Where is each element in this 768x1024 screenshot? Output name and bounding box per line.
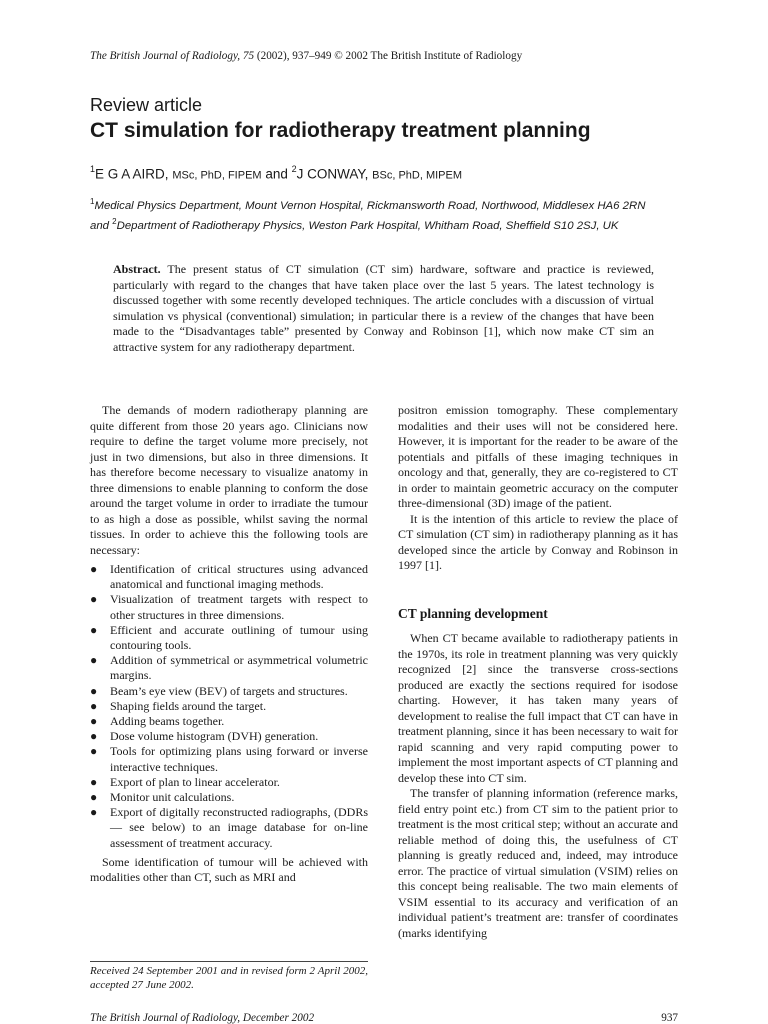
affil-1-text: Medical Physics Department, Mount Vernon Hospital, Rickmansworth Road, Northwood, Middlesex HA6 2RN and xyxy=(90,199,646,232)
authors-line xyxy=(90,165,462,182)
bullet-icon: ● xyxy=(90,698,98,713)
affil-1-marker: 1 xyxy=(90,197,95,206)
list-item: ● Efficient and accurate outlining of tumour using contouring tools. xyxy=(90,622,368,653)
left-column xyxy=(90,403,368,886)
list-item: ● Dose volume histogram (DVH) generation. xyxy=(90,729,319,744)
received-dates: Received 24 September 2001 and in revised form 2 April 2002, accepted 27 June 2002. xyxy=(90,965,368,991)
intention-paragraph: It is the intention of this article to review the place of CT simulation (CT sim) in radiotherapy planning as it has developed since the article by Conway and Robinson in 1997 [1]. xyxy=(398,511,678,572)
author-1-degrees: MSc, PhD, FIPEM xyxy=(172,169,262,182)
running-head-volume: 75 xyxy=(242,50,255,62)
bullet-icon: ● xyxy=(90,683,98,698)
bullet-icon: ● xyxy=(90,774,98,789)
bullet-icon: ● xyxy=(90,592,98,607)
author-1-affil-marker: 1 xyxy=(90,164,96,174)
running-head-details: (2002), 937–949 © 2002 The British Institute of Radiology xyxy=(254,50,523,62)
outro-paragraph: Some identification of tumour will be achieved with modalities other than CT, such as MRI and xyxy=(90,854,368,885)
bullet-icon: ● xyxy=(90,562,98,576)
abstract xyxy=(113,262,654,356)
list-item: ● Export of plan to linear accelerator. xyxy=(90,774,280,789)
right-column xyxy=(398,403,678,941)
authors-and: and xyxy=(261,166,292,182)
bullet-icon: ● xyxy=(90,790,98,805)
running-head xyxy=(90,50,690,62)
affil-2-marker: 2 xyxy=(112,216,117,226)
bullet-icon: ● xyxy=(90,729,98,744)
bullet-icon: ● xyxy=(90,714,98,729)
footnote-divider xyxy=(90,961,368,962)
author-2-affil-marker: 2 xyxy=(291,164,297,174)
intro-paragraph: The demands of modern radiotherapy planning are quite different from those 20 years ago. Clinicians now require to define the target volume more precisely, not just in two dimensions, but also in three dimensions. It has therefore become necessary to visualize anatomy in three dimensions to enable planning to conform the dose around the target volume in order to irradiate the tumour to as high a dose as possible, whilst saving the normal tissues. In order to achieve this the following tools are necessary: xyxy=(90,403,368,557)
page-title: CT simulation for radiotherapy treatment planning xyxy=(90,119,591,142)
list-item: ● Tools for optimizing plans using forward or inverse interactive techniques. xyxy=(90,744,368,774)
list-item: ● Beam’s eye view (BEV) of targets and structures. xyxy=(90,683,348,698)
affiliations xyxy=(90,194,650,234)
list-item: ● Export of digitally reconstructed radiographs, (DDRs — see below) to an image database for on-line assessment of treatment accuracy. xyxy=(90,805,368,850)
bullet-icon: ● xyxy=(90,653,98,668)
bullet-icon: ● xyxy=(90,622,98,637)
list-item: ● Monitor unit calculations. xyxy=(90,790,235,805)
author-1-name: E G A AIRD, xyxy=(95,166,169,182)
ct-history-paragraph: When CT became available to radiotherapy patients in the 1970s, its role in treatment planning was very quickly recognized [2] since the transverse cross-sections produced are exactly the sections required for isodose charting. However, it has taken many years of development to realise the full impact that CT can have in treatment planning, since it has been necessary to wait for rapid scanning and very rapid computing power to implement the most important aspects of CT planning and develop these into CT sim. xyxy=(398,631,678,785)
author-2-degrees: BSc, PhD, MIPEM xyxy=(372,169,463,182)
footer-journal: The British Journal of Radiology, December 2002 xyxy=(90,1012,315,1024)
list-item: ● Shaping fields around the target. xyxy=(90,698,267,713)
abstract-label: Abstract. xyxy=(113,262,161,276)
section-heading: CT planning development xyxy=(398,605,548,621)
continued-paragraph: positron emission tomography. These complementary modalities and their uses will not be considered here. However, it is important for the reader to be aware of the potentials and pitfalls of these imaging techniques in oncology and that, generally, they are co-registered to CT in order to maintain geometric accuracy on the computer three-dimensional (3D) image of the patient. xyxy=(398,403,678,510)
bullet-icon: ● xyxy=(90,744,98,759)
tools-list xyxy=(90,562,368,851)
page-number: 937 xyxy=(661,1012,678,1024)
transfer-paragraph: The transfer of planning information (reference marks, field entry point etc.) from CT sim to the patient prior to treatment is the most critical step; without an accurate and reliable method of doing this, the usefulness of CT planning is greatly reduced and, indeed, may introduce error. The practice of virtual simulation (VSIM) relies on this concept being realisable. The two main elements of VSIM essential to its accuracy and verification of an individual patient’s treatment are: transfer of coordinates (marks identifying xyxy=(398,786,678,940)
list-item: ● Visualization of treatment targets with respect to other structures in three dimensions. xyxy=(90,592,368,622)
abstract-text: The present status of CT simulation (CT sim) hardware, software and practice is reviewed, particularly with regard to the changes that have taken place over the last 5 years. The latest technology is discussed together with some recently developed techniques. The article concludes with a discussion of virtual simulation vs physical (conventional) simulation; in particular there is a review of the changes that have been made to the “Disadvantages table” presented by Conway and Robinson [1], which now make CT sim an attractive system for any radiotherapy department. xyxy=(113,262,654,354)
article-type: Review article xyxy=(90,95,203,115)
running-head-journal: The British Journal of Radiology, xyxy=(90,50,241,62)
author-2-name: J CONWAY, xyxy=(296,166,369,182)
list-item: ● Identification of critical structures using advanced anatomical and functional imaging methods. xyxy=(90,562,368,592)
bullet-icon: ● xyxy=(90,805,98,820)
list-item: ● Addition of symmetrical or asymmetrical volumetric margins. xyxy=(90,653,368,683)
list-item: ● Adding beams together. xyxy=(90,714,225,729)
affil-2-text: Department of Radiotherapy Physics, Weston Park Hospital, Whitham Road, Sheffield S10 2SJ, UK xyxy=(116,219,619,232)
